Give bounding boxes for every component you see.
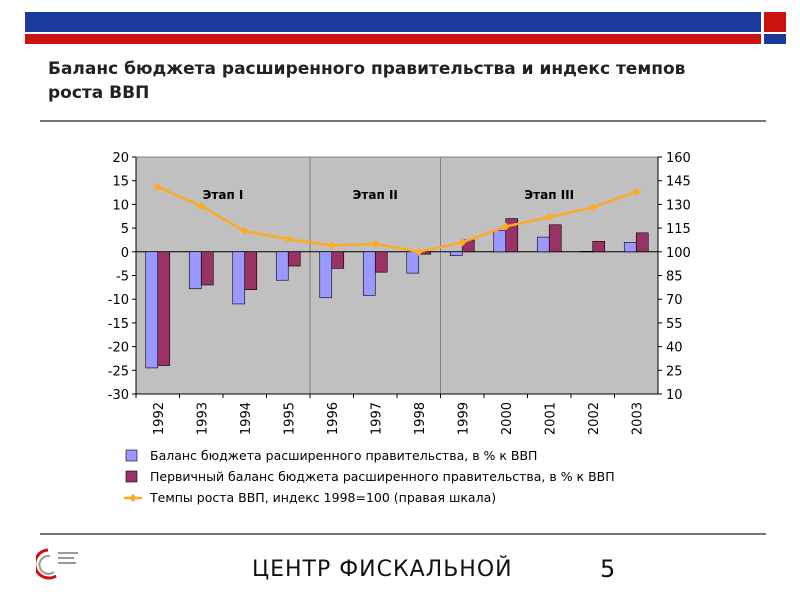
x-tick-label: 2002 — [586, 402, 602, 436]
x-tick-label: 2001 — [543, 402, 559, 436]
bar-budget-balance — [276, 252, 288, 280]
y-tick-label-left: -5 — [116, 269, 129, 285]
bar-budget-balance — [407, 252, 419, 273]
stage-label: Этап I — [202, 188, 244, 202]
x-tick-label: 2003 — [630, 402, 646, 436]
x-tick-label: 1999 — [456, 402, 472, 436]
bar-budget-balance — [624, 242, 636, 251]
legend-swatch-primary-balance — [126, 471, 137, 482]
bar-primary-balance — [332, 252, 344, 269]
y-tick-label-left: -10 — [107, 293, 129, 309]
stage-label: Этап II — [352, 188, 398, 202]
bar-primary-balance — [375, 252, 387, 272]
x-tick-label: 1997 — [369, 402, 385, 436]
legend-swatch-budget-balance — [126, 450, 137, 461]
x-tick-label: 1995 — [282, 402, 298, 436]
y-tick-label-left: -15 — [107, 316, 129, 332]
bar-primary-balance — [201, 252, 213, 285]
footer-text: ЦЕНТР ФИСКАЛЬНОЙ — [252, 557, 513, 582]
y-tick-label-left: 0 — [120, 245, 129, 261]
y-tick-label-left: 10 — [112, 198, 129, 214]
bar-primary-balance — [549, 225, 561, 252]
bar-budget-balance — [537, 237, 549, 252]
bar-budget-balance — [581, 251, 593, 252]
y-tick-label-left: 20 — [112, 151, 129, 166]
y-tick-label-right: 10 — [666, 388, 683, 403]
header-blue-bar — [25, 12, 761, 32]
bar-primary-balance — [593, 241, 605, 251]
y-tick-label-right: 145 — [666, 174, 691, 190]
bar-primary-balance — [288, 252, 300, 266]
y-tick-label-right: 85 — [666, 269, 683, 285]
y-tick-label-right: 55 — [666, 316, 683, 332]
y-tick-label-left: 15 — [112, 174, 129, 190]
y-tick-label-left: -30 — [107, 388, 129, 403]
x-tick-label: 1996 — [325, 402, 341, 436]
y-tick-label-left: 5 — [120, 222, 129, 238]
x-tick-label: 1994 — [238, 402, 254, 436]
chart — [0, 130, 800, 550]
y-tick-label-left: -25 — [107, 364, 129, 380]
header-red-bar — [25, 34, 761, 44]
header-corner-divider — [761, 12, 764, 44]
bar-budget-balance — [450, 252, 462, 256]
bar-primary-balance — [158, 252, 170, 366]
y-tick-label-right: 70 — [666, 293, 683, 309]
bar-primary-balance — [636, 233, 648, 252]
bar-budget-balance — [320, 252, 332, 298]
legend-marker-gdp-growth — [129, 494, 137, 502]
x-tick-label: 2000 — [499, 402, 515, 436]
y-tick-label-right: 160 — [666, 151, 691, 166]
title-divider — [40, 120, 766, 122]
bar-budget-balance — [189, 252, 201, 289]
y-tick-label-right: 25 — [666, 364, 683, 380]
y-tick-label-right: 115 — [666, 222, 691, 238]
y-tick-label-right: 100 — [666, 245, 691, 261]
stage-label: Этап III — [524, 188, 575, 202]
bar-budget-balance — [233, 252, 245, 304]
bar-budget-balance — [494, 230, 506, 251]
center-logo-icon — [36, 546, 86, 582]
x-tick-label: 1992 — [151, 402, 167, 436]
legend-label: Баланс бюджета расширенного правительства, в % к ВВП — [150, 448, 538, 463]
header-corner-blue — [764, 34, 786, 44]
x-tick-label: 1993 — [195, 402, 211, 436]
footer-divider — [40, 533, 766, 535]
x-tick-label: 1998 — [412, 402, 428, 436]
legend-label: Темпы роста ВВП, индекс 1998=100 (правая шкала) — [150, 490, 497, 505]
bar-primary-balance — [245, 252, 257, 290]
page-number: 5 — [600, 555, 616, 583]
y-tick-label-right: 130 — [666, 198, 691, 214]
y-tick-label-left: -20 — [107, 340, 129, 356]
legend-label: Первичный баланс бюджета расширенного правительства, в % к ВВП — [150, 469, 615, 484]
bar-budget-balance — [146, 252, 158, 368]
header-corner-red — [764, 12, 786, 32]
slide-title: Баланс бюджета расширенного правительства и индекс темпов роста ВВП — [48, 59, 686, 103]
bar-budget-balance — [363, 252, 375, 296]
y-tick-label-right: 40 — [666, 340, 683, 356]
